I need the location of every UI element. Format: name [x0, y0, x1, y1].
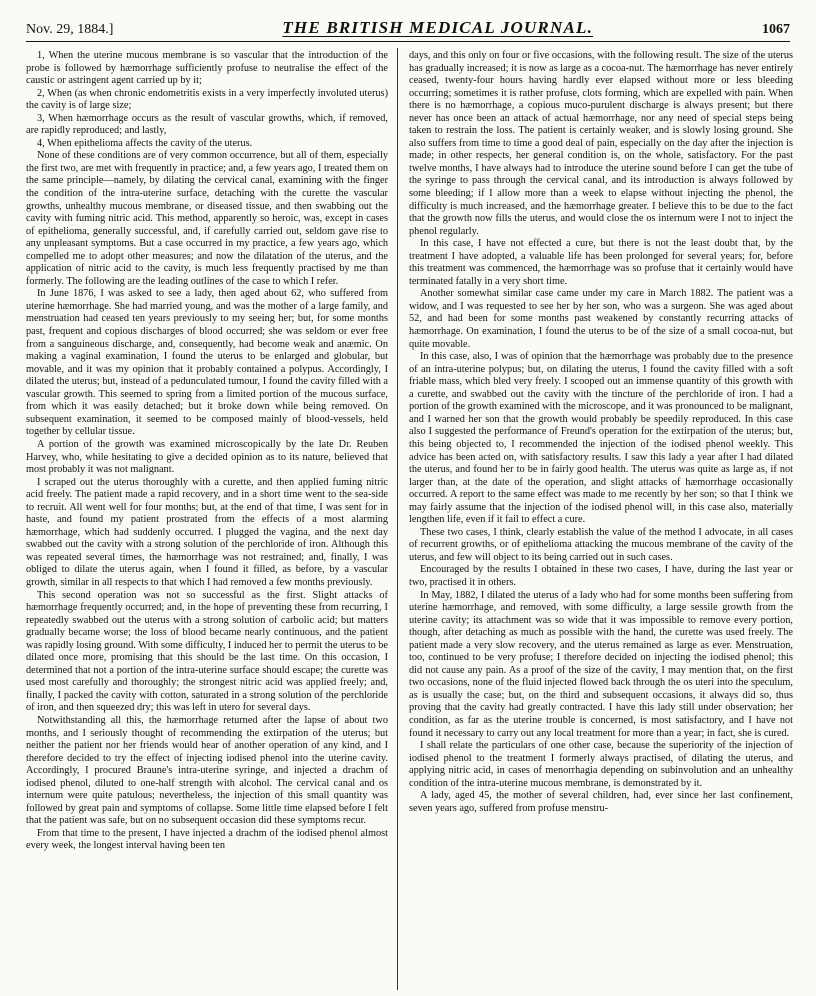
paragraph: This second operation was not so successful as the first. Slight attacks of hæmorrhage frequently occurred; and, in the hope of preventing these from recurring, I repeatedly swabbed out the uterus with a strong solution of carbolic acid; but matters gradually became worse; the loss of blood became nearly continuous, and the patient was rapidly losing ground. With some difficulty, I induced her to permit the uterus to be dilated once more, promising that this should be the last time. On this occasion, I determined that not a portion of the intra-uterine surface should escape; the curette was used most carefully and thoroughly; the strongest nitric acid was applied freely; and, finally, I packed the cavity with cotton, saturated in a strong solution of the perchloride of iron, and then squeezed dry; this was left in utero for several days. [26, 589, 388, 714]
journal-title: THE BRITISH MEDICAL JOURNAL. [282, 18, 594, 37]
paragraph: 3, When hæmorrhage occurs as the result of vascular growths, which, if removed, are rapidly reproduced; and lastly, [26, 112, 388, 137]
paragraph: 4, When epithelioma affects the cavity of the uterus. [37, 137, 253, 149]
paragraph: In June 1876, I was asked to see a lady, then aged about 62, who suffered from uterine hæmorrhage. She had married young, and was the mother of a large family, and menstruation had ceased ten years previously to my seeing her; but, for some months past, frequent and copious discharges of blood occurred; she was seldom or ever free from a sanguineous discharge, and, consequently, had become weak and anæmic. On making a vaginal examination, I found the uterus to be enlarged and globular, but movable, and it was my opinion that it probably contained a polypus. Accordingly, I dilated the uterus; but, instead of a pedunculated tumour, I found the cavity filled with a vascular growth. This seemed to spring from a limited portion of the mucous surface, from which it was easily detached; but it broke down while being removed. On subsequent examination, it seemed to be composed mainly of blood-vessels, held together by cellular tissue. [26, 288, 388, 438]
paragraph: I shall relate the particulars of one other case, because the superiority of the injection of iodised phenol to the treatment I formerly always practised, of dilating the uterus, and applying nitric acid, in cases of menorrhagia depending on subinvolution and an unhealthy condition of the intra-uterine mucous membrane, is demonstrated by it. [409, 740, 793, 789]
paragraph: In this case, also, I was of opinion that the hæmorrhage was probably due to the presence of an intra-uterine polypus; but, on dilating the uterus, I found the cavity filled with a soft friable mass, which bled very freely. I scooped out an immense quantity of this growth with a curette, and swabbed out the cavity with the tincture of the perchloride of iron. I had a portion of the growth examined with the microscope, and it was pronounced to be malignant, and I warned her son that the growth would probably be speedily reproduced. In this case also I suggested the performance of Freund's operation for the extirpation of the uterus; but, this being objected to, I recommended the injection of the iodised phenol weekly. This advice has been acted on, with satisfactory results. I saw this lady a year after I had dilated the uterus, and found her to be in fairly good health. The uterus was quite as large as, if not larger than, at the date of the operation, and slight attacks of hæmorrhage occasionally occurred. A report to the same effect was made to me recently by her son; so that I think we may fairly assume that the injection of the iodised phenol will, in this case also, materially lengthen life, even if it fail to effect a cure. [409, 351, 793, 526]
issue-date: Nov. 29, 1884.] [26, 22, 114, 37]
paragraph: Notwithstanding all this, the hæmorrhage returned after the lapse of about two months, and I seriously thought of recommending the extirpation of the uterus; but neither the patient nor her friends would hear of another operation of any kind, and I therefore decided to try the effect of injecting iodised phenol into the uterine cavity. Accordingly, I procured Braune's intra-uterine syringe, and injected a drachm of iodised phenol, diluted to one-half strength with alcohol. The cervical canal and os internum were quite patulous; nevertheless, the injection of this small quantity was followed by great pain and symptoms of collapse. Some little time elapsed before I felt that the patient was safe, but on no subsequent occasion did these symptoms recur. [26, 714, 388, 827]
paragraph: I scraped out the uterus thoroughly with a curette, and then applied fuming nitric acid freely. The patient made a rapid recovery, and in a short time went to the sea-side to recruit. All went well for four months; but, at the end of that time, I was sent for in haste, and found my patient prostrated from the effects of a most alarming hæmorrhage, which had suddenly occurred. I plugged the vagina, and the next day swabbed out the cavity with a strong solution of the perchloride of iron. Although this was repeated several times, the hæmorrhage was not restrained; and, finally, I was obliged to dilate the uterus again, when I found it filled, as before, by a vascular growth, similar in all respects to that which I had removed a few months previously. [26, 476, 388, 588]
paragraph: 2, When (as when chronic endometritis exists in a very imperfectly involuted uterus) the cavity is of large size; [26, 87, 388, 112]
column-rule [397, 48, 398, 990]
right-column [409, 50, 793, 990]
running-header [26, 8, 790, 42]
paragraph: These two cases, I think, clearly establish the value of the method I advocate, in all cases of recurrent growths, or of epithelioma attacking the mucous membrane of the cavity of the uterus, and few will object to its being carried out in such cases. [409, 526, 793, 563]
left-column [26, 50, 388, 990]
paragraph: days, and this only on four or five occasions, with the following result. The size of the uterus has gradually increased; it is now as large as a cocoa-nut. The hæmorrhage has never entirely ceased, twenty-four hours having hardly ever elapsed without more or less bleeding occurring; sometimes it is rather profuse, clots forming, which are expelled with pain. When there is no hæmorrhage, a copious muco-purulent discharge is always present; but there never has once been an attack of actual hæmorrhage, nor any need of special steps being taken to restrain the loss. The patient is certainly weaker, and is slowly losing ground. She also suffers from time to time a good deal of pain, especially on the day after the injection is made; in other respects, her general condition is, on the whole, satisfactory. For the past twelve months, I have always had to introduce the uterine sound before I can get the tube of the syringe to pass through the cervical canal, and its introduction is always followed by some bleeding; if I allow more than a week to elapse without injecting the phenol, the difficulty is much increased, and the hæmorrhage greater. I believe this to be due to the fact that the growth now fills the uterus, and would close the os internum were I not to inject the phenol regularly. [409, 50, 793, 237]
paragraph: 1, When the uterine mucous membrane is so vascular that the introduction of the probe is followed by hæmorrhage sufficiently profuse to neutralise the effect of the caustic or astringent agent carried up by it; [26, 50, 388, 87]
paragraph: In May, 1882, I dilated the uterus of a lady who had for some months been suffering from uterine hæmorrhage, and removed, with some difficulty, a large sessile growth from the uterine cavity; its attachment was so wide that it was impossible to remove every portion, though, after detaching as much as possible with the hand, the curette was used freely. The patient made a very slow recovery, and the uterus remained as large as ever. Menstruation, too, continued to be very profuse; I therefore decided on injecting the iodised phenol; this did not cause any pain. As a proof of the size of the cavity, I may mention that, on the first two occasions, none of the fluid injected flowed back through the os uteri into the speculum, as is usually the case; but, on the third and subsequent occasions, it always did so, thus proving that the cavity had greatly contracted. I have this lady still under observation; her condition, as far as the uterine trouble is concerned, is most satisfactory, and I have not found it necessary to carry out any local treatment for more than a year; in fact, she is cured. [409, 589, 793, 739]
paragraph: A lady, aged 45, the mother of several children, had, ever since her last confinement, seven years ago, suffered from profuse menstru- [409, 790, 793, 814]
paragraph: Another somewhat similar case came under my care in March 1882. The patient was a widow, and I was requested to see her by her son, who was a surgeon. She was aged about 52, and had been for some months past weakened by constantly recurring attacks of hæmorrhage. On examination, I found the uterus to be of the size of a small cocoa-nut, but quite movable. [409, 288, 793, 350]
paragraph: A portion of the growth was examined microscopically by the late Dr. Reuben Harvey, who, while hesitating to give a decided opinion as to its nature, believed that most probably it was not malignant. [26, 438, 388, 476]
paragraph: None of these conditions are of very common occurrence, but all of them, especially the first two, are met with frequently in practice; and, a few years ago, I treated them on the same principle—namely, by dilating the cervical canal, examining with the finger the condition of the intra-uterine surface, detaching with the curette the vascular growths, unhealthy mucous membrane, or diseased tissue, and then swabbing out the cavity with fuming nitric acid. This method, apparently so heroic, was, except in cases of epithelioma, generally successful, and, if carefully carried out, seldom gave rise to any unpleasant symptoms. But a case occurred in my practice, a few years ago, which compelled me to adopt other measures; and now the dilatation of the uterus, and the application of nitric acid to the cavity, is much less frequently practised by me than formerly. The following are the leading outlines of the case to which I refer. [26, 150, 388, 287]
paragraph: Encouraged by the results I obtained in these two cases, I have, during the last year or two, practised it in others. [409, 564, 793, 588]
page-number: 1067 [761, 22, 790, 37]
paragraph: In this case, I have not effected a cure, but there is not the least doubt that, by the treatment I have adopted, a valuable life has been prolonged for several years; for, before this treatment was commenced, the hæmorrhage was so profuse that it certainly would have terminated fatally in a very short time. [409, 238, 793, 287]
paragraph: From that time to the present, I have injected a drachm of the iodised phenol almost every week, the longest interval having been ten [26, 827, 388, 852]
